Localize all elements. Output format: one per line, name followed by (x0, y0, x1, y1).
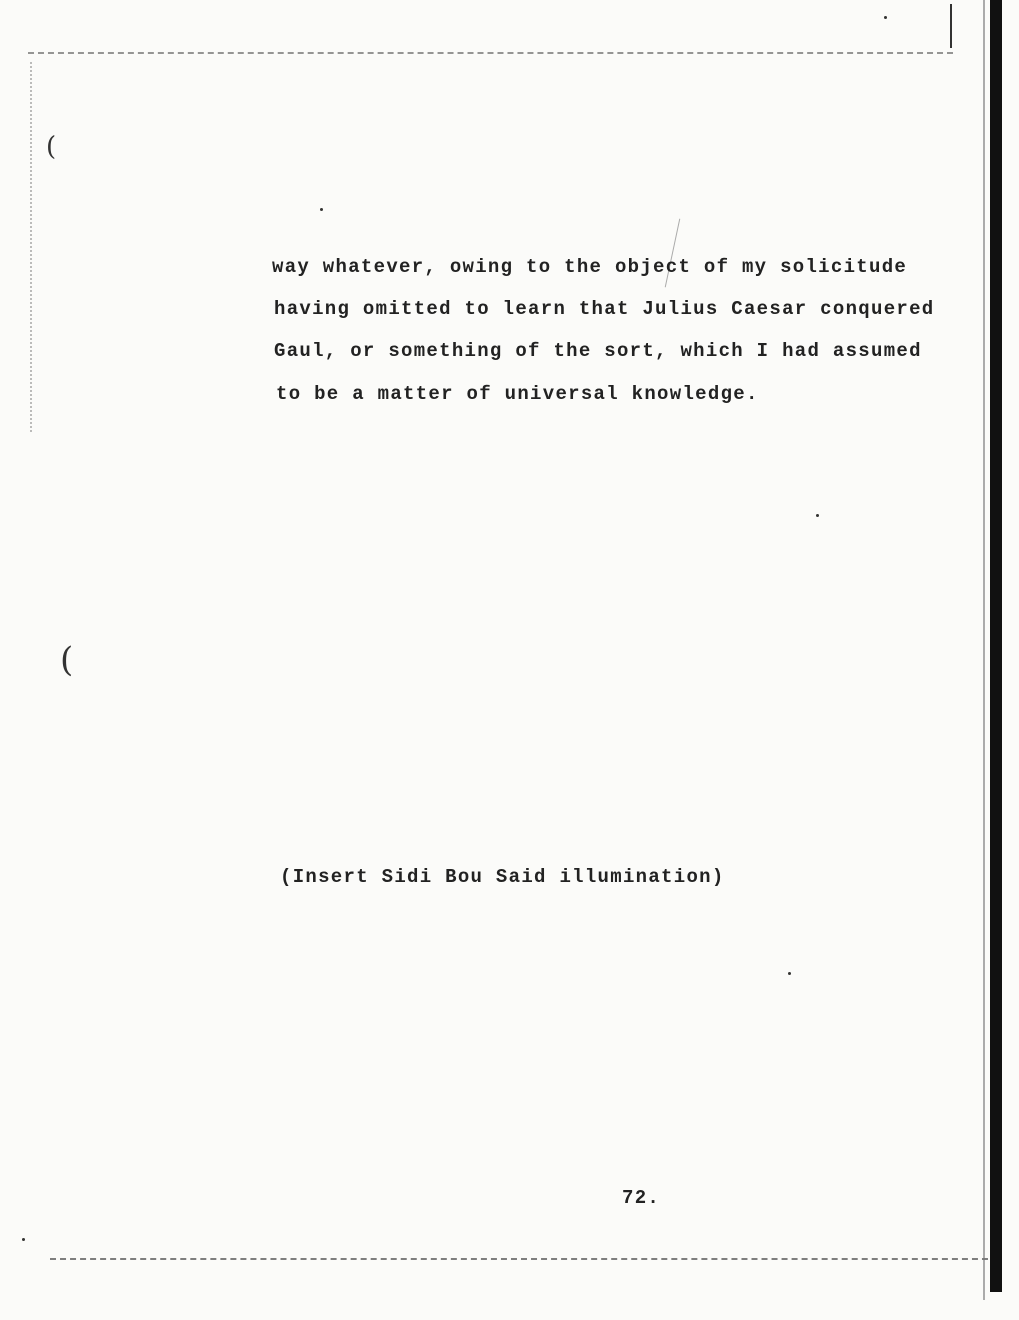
scan-speck (884, 16, 887, 19)
binding-hole-mark: ( (46, 132, 57, 162)
body-line: Gaul, or something of the sort, which I had assumed (274, 340, 922, 362)
scan-speck (22, 1238, 25, 1241)
body-line: to be a matter of universal knowledge. (276, 383, 759, 405)
scan-speck (816, 514, 819, 517)
scan-right-edge (990, 0, 1002, 1292)
scan-left-edge (30, 62, 32, 432)
body-line: having omitted to learn that Julius Caesar conquered (274, 298, 935, 320)
body-line: way whatever, owing to the object of my solicitude (272, 256, 908, 278)
scan-speck (320, 208, 323, 211)
scan-bottom-edge (50, 1258, 998, 1260)
scan-top-edge (28, 52, 953, 54)
binding-hole-mark: ( (60, 640, 74, 680)
scan-right-shadow (983, 0, 985, 1300)
page-number: 72. (622, 1187, 661, 1209)
insert-note: (Insert Sidi Bou Said illumination) (280, 866, 725, 888)
scan-corner-mark (950, 4, 952, 48)
scan-speck (788, 972, 791, 975)
